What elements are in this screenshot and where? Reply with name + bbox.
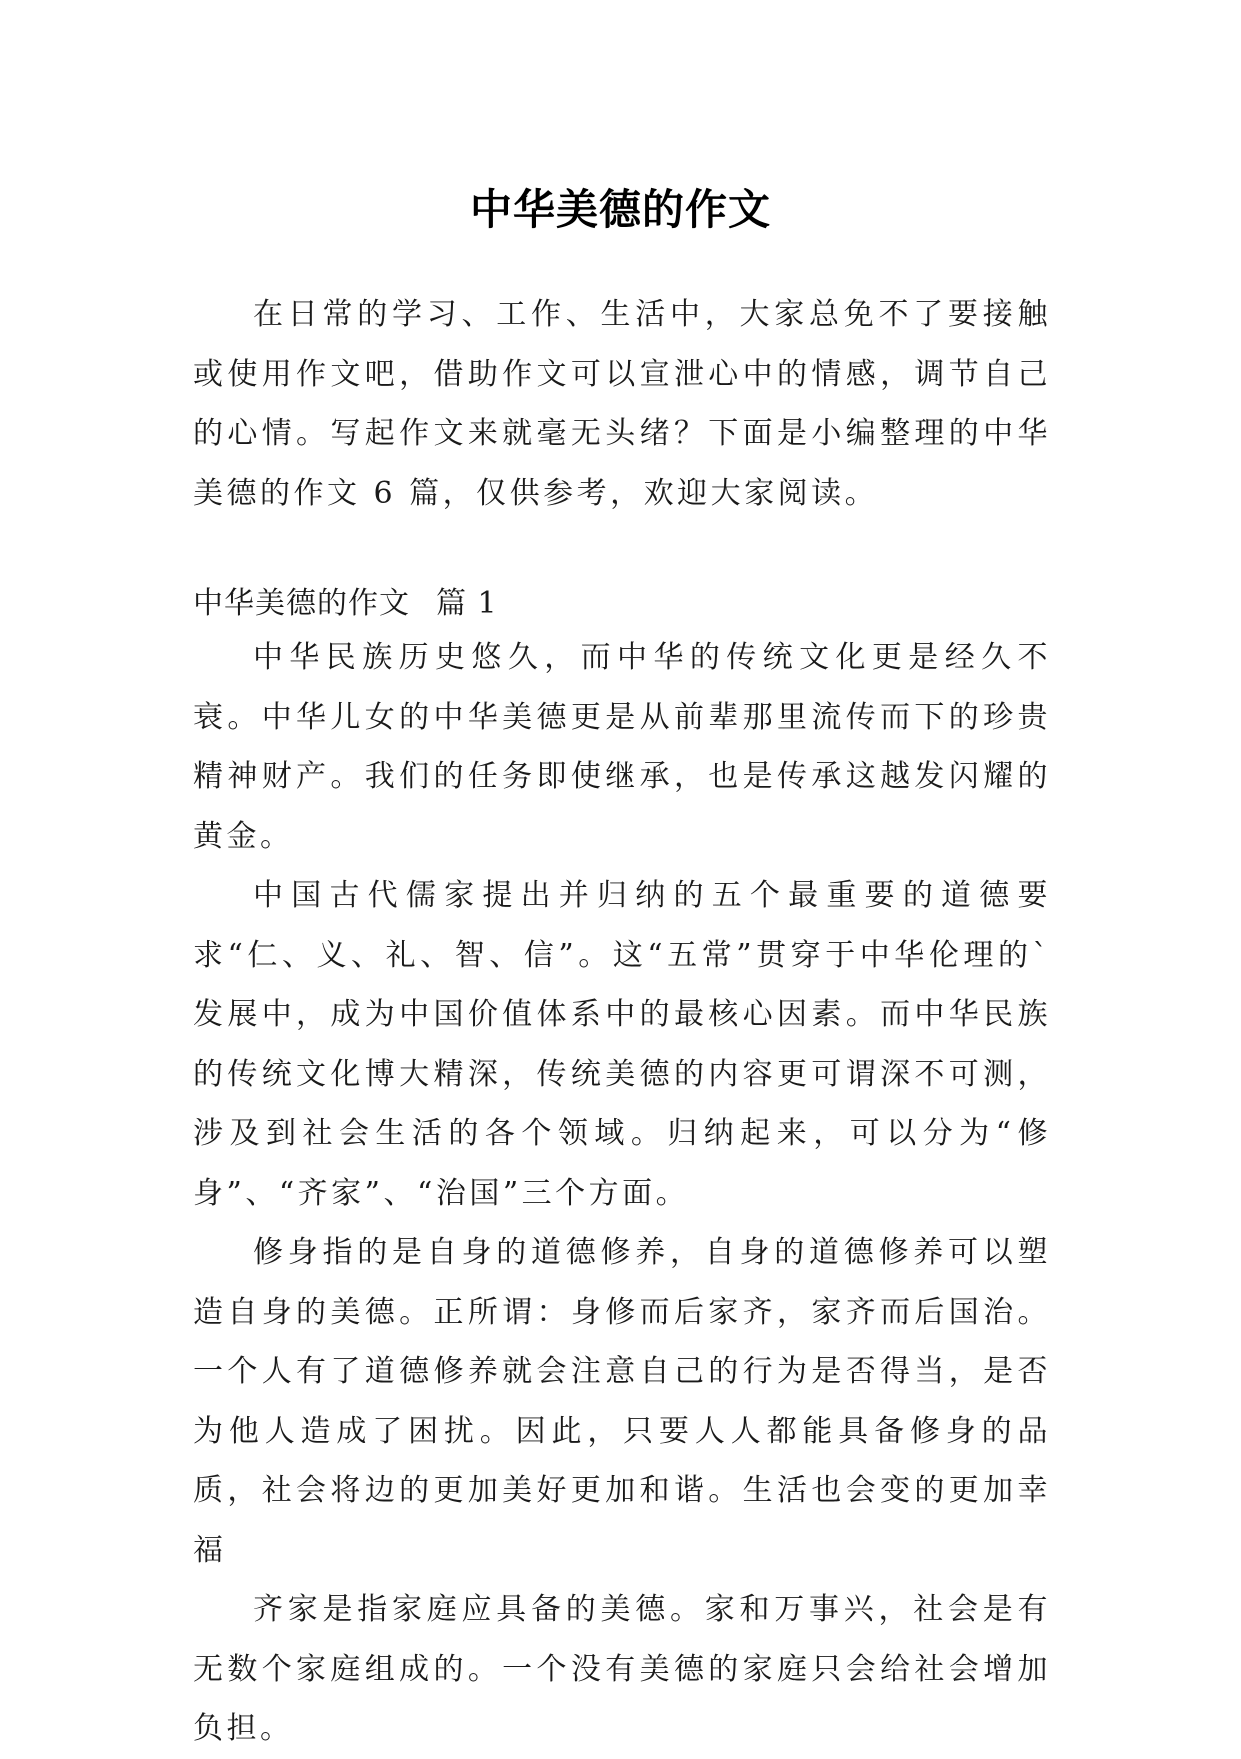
intro-paragraph: 在日常的学习、工作、生活中，大家总免不了要接触或使用作文吧，借助作文可以宣泄心中的情感，调节自己的心情。写起作文来就毫无头绪？下面是小编整理的中华美德的作文 6 篇，仅供参考，欢迎大家阅读。: [193, 297, 1051, 511]
document-title: 中华美德的作文: [469, 185, 771, 235]
essay-part-label: 篇 1: [436, 586, 498, 621]
essay-paragraph: 修身指的是自身的道德修养，自身的道德修养可以塑造自身的美德。正所谓：身修而后家齐，家齐而后国治。一个人有了道德修养就会注意自己的行为是否得当，是否为他人造成了困扰。因此，只要人人都能具备修身的品质，社会将边的更加美好更加和谐。生活也会变的更加幸福: [193, 1235, 1051, 1568]
essay-heading: [193, 580, 498, 628]
essay-paragraph: 齐家是指家庭应具备的美德。家和万事兴，社会是有无数个家庭组成的。一个没有美德的家庭只会给社会增加负担。: [193, 1592, 1051, 1746]
essay-paragraph: 中华民族历史悠久，而中华的传统文化更是经久不衰。中华儿女的中华美德更是从前辈那里流传而下的珍贵精神财产。我们的任务即使继承，也是传承这越发闪耀的黄金。: [193, 640, 1051, 854]
intro-section: [193, 285, 1051, 523]
essay-body: [193, 628, 1051, 1759]
essay-heading-title: 中华美德的作文: [193, 586, 410, 621]
essay-paragraph: 中国古代儒家提出并归纳的五个最重要的道德要求“仁、义、礼、智、信”。这“五常”贯穿于中华伦理的`发展中，成为中国价值体系中的最核心因素。而中华民族的传统文化博大精深，传统美德的内容更可谓深不可测，涉及到社会生活的各个领域。归纳起来，可以分为“修身”、“齐家”、“治国”三个方面。: [193, 878, 1051, 1211]
